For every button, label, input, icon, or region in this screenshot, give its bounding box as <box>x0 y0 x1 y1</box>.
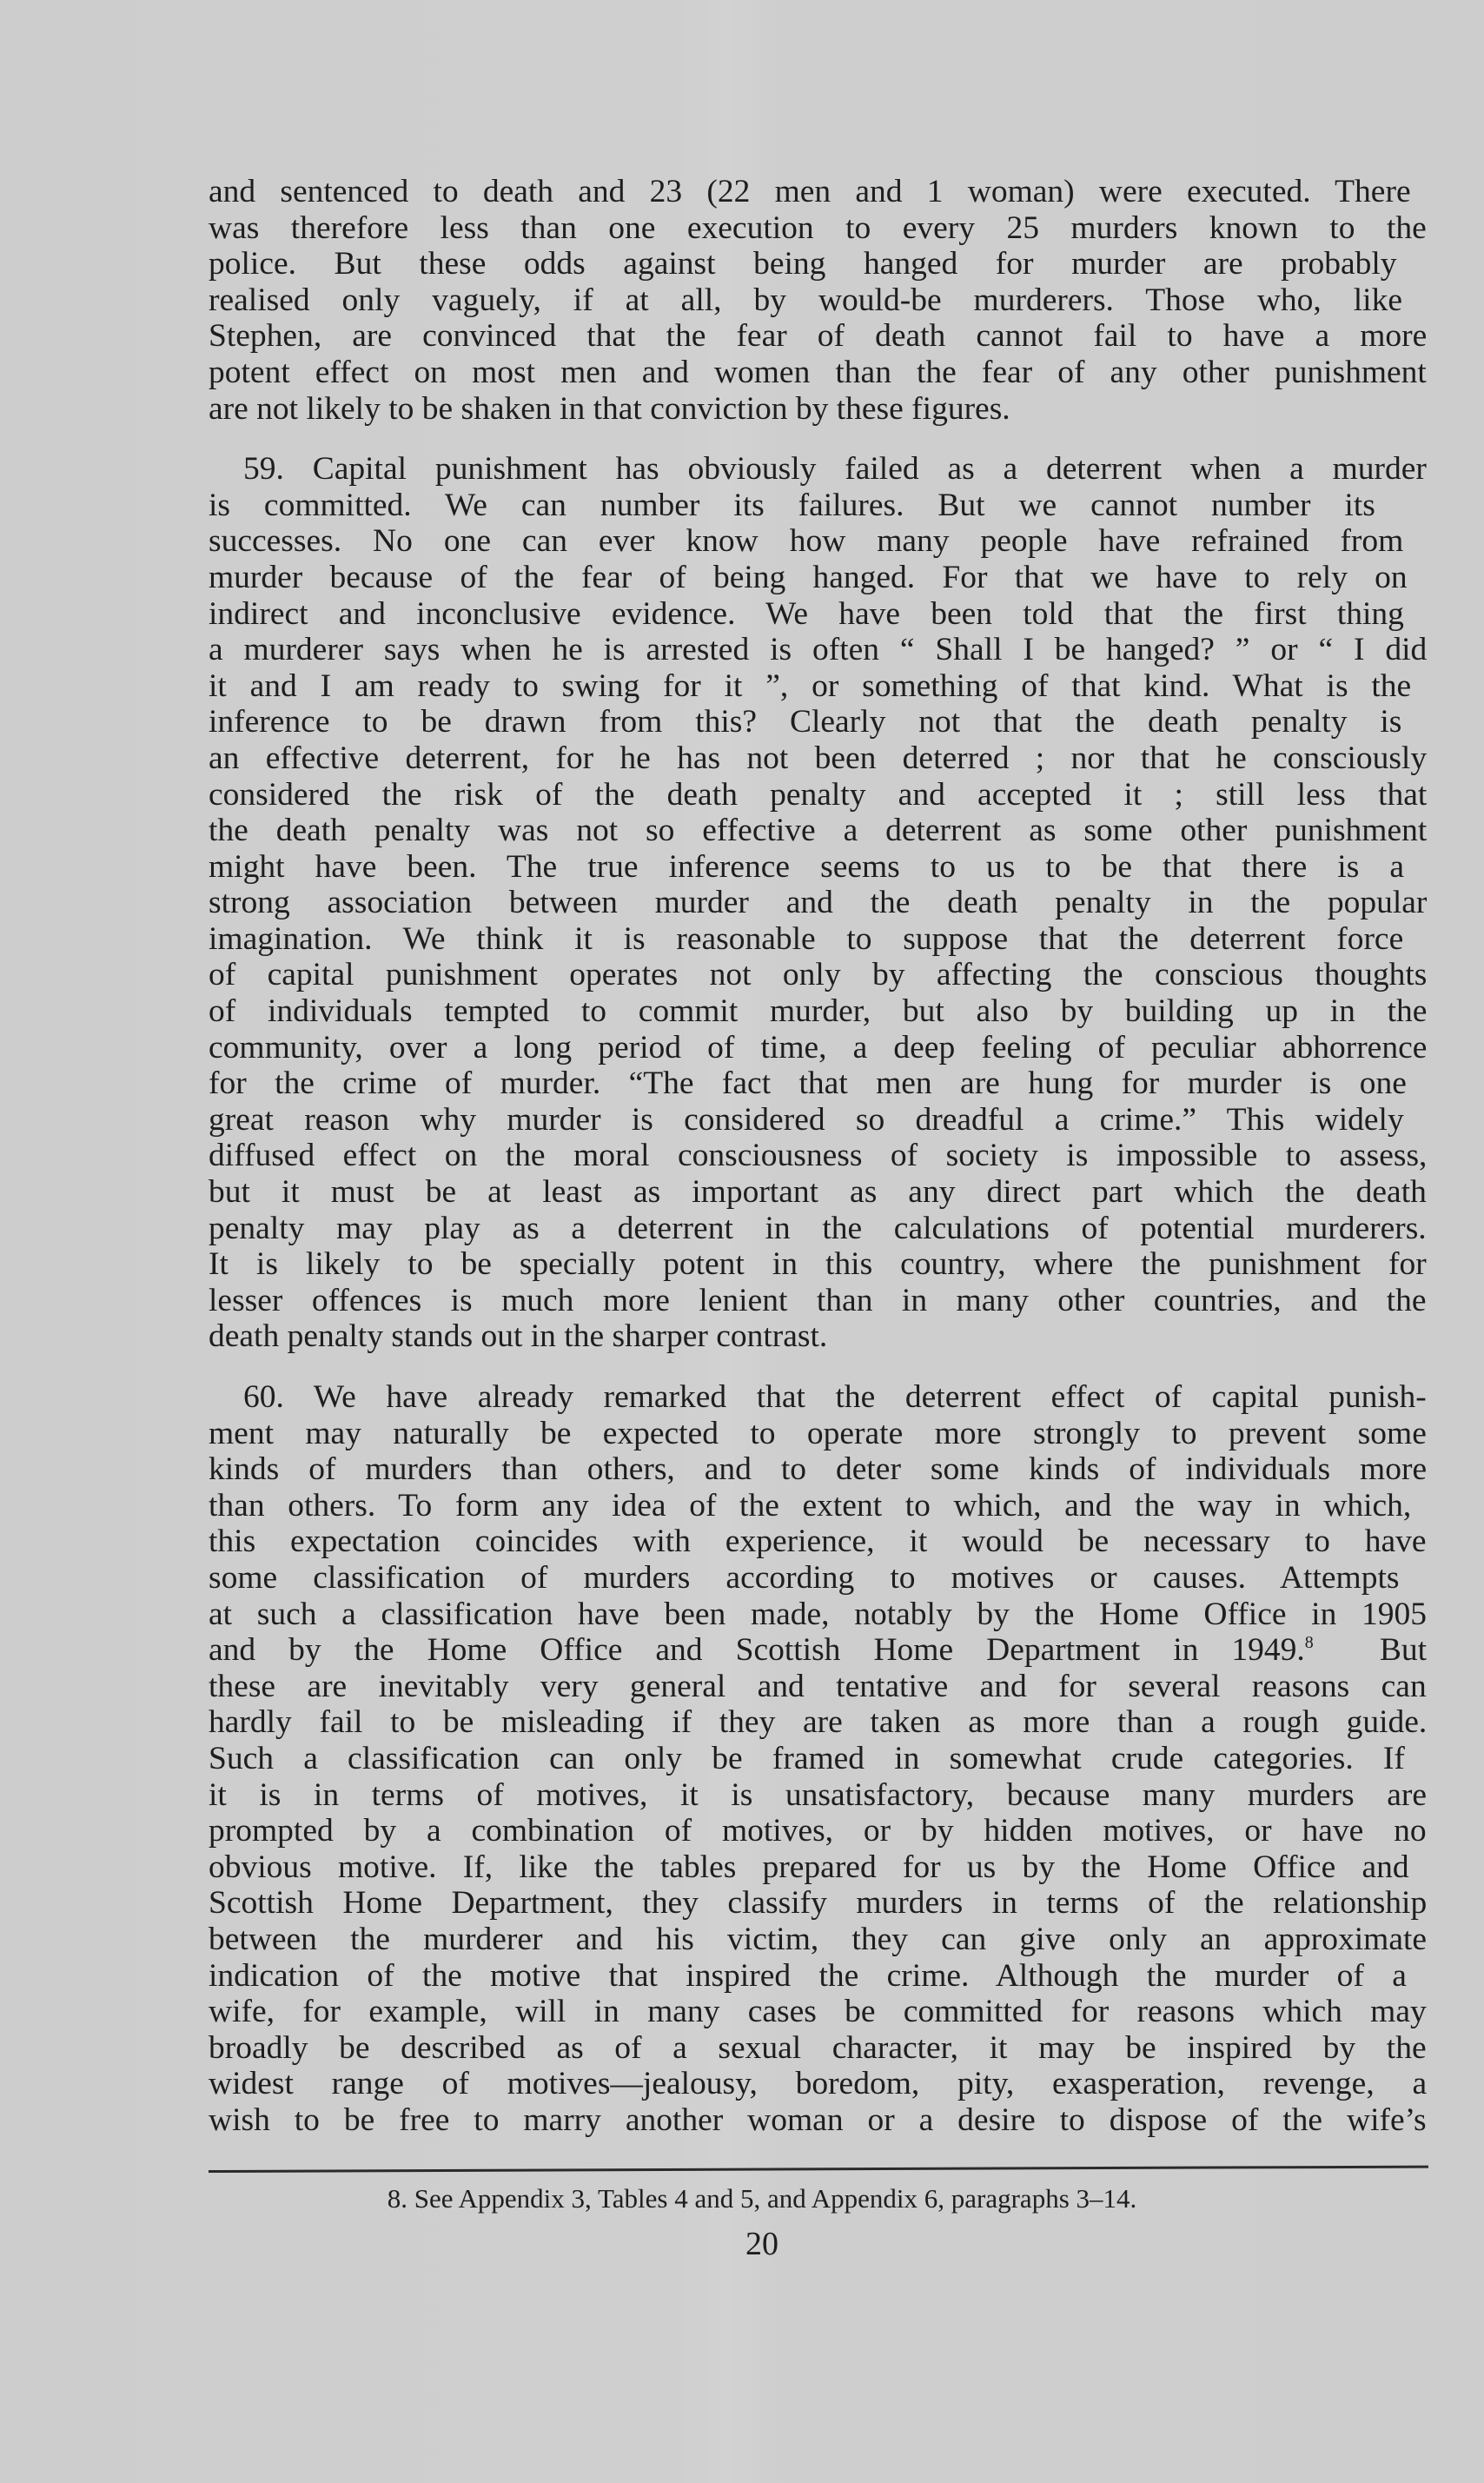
text-line: is committed. We can number its failures. But we cannot number its <box>209 487 1375 523</box>
text-line: considered the risk of the death penalty and accepted it ; still less that <box>209 776 1428 813</box>
text-line: death penalty stands out in the sharper contrast. <box>209 1318 828 1355</box>
text-line: Scottish Home Department, they classify murders in terms of the relationship <box>209 1885 1428 1922</box>
text-line: diffused effect on the moral consciousness of society is impossible to assess, <box>209 1138 1428 1174</box>
text-line-content: 59. Capital punishment has obviously failed as a deterrent when a murder <box>243 451 1427 488</box>
paragraph-continuation <box>209 174 1427 427</box>
text-line: of capital punishment operates not only by affecting the conscious thoughts <box>209 957 1428 993</box>
footnote-8 <box>209 2183 1428 2214</box>
text-line: these are inevitably very general and tentative and for several reasons can <box>209 1668 1427 1704</box>
text-line: lesser offences is much more lenient than in many other countries, and the <box>209 1282 1427 1318</box>
text-line: are not likely to be shaken in that conviction by these figures. <box>209 390 1010 427</box>
text-line: broadly be described as of a sexual character, it may be inspired by the <box>209 2029 1427 2066</box>
text-line-content: and by the Home Office and Scottish Home Department in 1949. <box>209 1632 1305 1669</box>
text-line-with-footnote-ref <box>209 1632 1427 1669</box>
text-line: inference to be drawn from this? Clearly not that the death penalty is <box>209 704 1402 740</box>
text-line: for the crime of murder. “The fact that men are hung for murder is one <box>209 1066 1407 1102</box>
text-line: great reason why murder is considered so dreadful a crime.” This widely <box>209 1101 1404 1138</box>
text-line: than others. To form any idea of the extent to which, and the way in which, <box>209 1487 1412 1524</box>
text-line: between the murderer and his victim, they can give only an approximate <box>209 1921 1428 1957</box>
paragraph-59 <box>209 451 1427 1355</box>
text-line: prompted by a combination of motives, or by hidden motives, or have no <box>209 1813 1427 1849</box>
text-line: indication of the motive that inspired the crime. Although the murder of a <box>209 1957 1407 1994</box>
text-line: of individuals tempted to commit murder, but also by building up in the <box>209 993 1428 1030</box>
text-line: wish to be free to marry another woman or a desire to dispose of the wife’s <box>209 2101 1427 2138</box>
text-line: indirect and inconclusive evidence. We have been told that the first thing <box>209 595 1404 632</box>
text-line: realised only vaguely, if at all, by would-be murderers. Those who, like <box>209 282 1402 318</box>
text-line: It is likely to be specially potent in this country, where the punishment for <box>209 1246 1427 1283</box>
page-number <box>209 2225 1428 2263</box>
text-line: might have been. The true inference seems to us to be that there is a <box>209 848 1404 885</box>
paragraph-60 <box>209 1379 1427 2138</box>
text-line: but it must be at least as important as any direct part which the death <box>209 1174 1427 1211</box>
text-line: it and I am ready to swing for it ”, or something of that kind. What is the <box>209 667 1412 704</box>
footnote-text: 8. See Appendix 3, Tables 4 and 5, and Appendix 6, paragraphs 3–14. <box>387 2183 1137 2214</box>
text-line: the death penalty was not so effective a deterrent as some other punishment <box>209 813 1428 849</box>
text-line: kinds of murders than others, and to deter some kinds of individuals more <box>209 1451 1428 1488</box>
text-line: was therefore less than one execution to every 25 murders known to the <box>209 209 1427 246</box>
footnote-divider <box>209 2166 1428 2173</box>
text-line: obvious motive. If, like the tables prepared for us by the Home Office and <box>209 1849 1409 1885</box>
text-line: murder because of the fear of being hanged. For that we have to rely on <box>209 559 1408 595</box>
footnote-reference[interactable]: 8 <box>1304 1633 1314 1653</box>
text-line-content: But <box>1313 1632 1428 1669</box>
text-line: and sentenced to death and 23 (22 men and 1 woman) were executed. There <box>209 174 1411 209</box>
text-line: it is in terms of motives, it is unsatisfactory, because many murders are <box>209 1776 1427 1813</box>
text-line: this expectation coincides with experience, it would be necessary to have <box>209 1524 1427 1560</box>
text-line: an effective deterrent, for he has not been deterred ; nor that he consciously <box>209 740 1428 776</box>
text-line: imagination. We think it is reasonable to suppose that the deterrent force <box>209 920 1404 957</box>
text-line: penalty may play as a deterrent in the calculations of potential murderers. <box>209 1210 1427 1246</box>
text-line: wife, for example, will in many cases be committed for reasons which may <box>209 1994 1427 2030</box>
text-line: some classification of murders according to motives or causes. Attempts <box>209 1559 1400 1596</box>
text-line: potent effect on most men and women than the fear of any other punishment <box>209 354 1427 390</box>
body-text <box>209 174 1427 2138</box>
text-line: Such a classification can only be framed in somewhat crude categories. If <box>209 1740 1405 1776</box>
text-line: widest range of motives—jealousy, boredom, pity, exasperation, revenge, a <box>209 2066 1428 2102</box>
page-number-text: 20 <box>745 2226 778 2262</box>
text-line: ment may naturally be expected to operate more strongly to prevent some <box>209 1415 1427 1451</box>
text-line: hardly fail to be misleading if they are taken as more than a rough guide. <box>209 1704 1428 1741</box>
text-line: a murderer says when he is arrested is often “ Shall I be hanged? ” or “ I did <box>209 632 1428 668</box>
text-line: community, over a long period of time, a deep feeling of peculiar abhorrence <box>209 1029 1428 1066</box>
text-line: at such a classification have been made, notably by the Home Office in 1905 <box>209 1596 1428 1632</box>
text-line-first <box>209 451 1427 488</box>
text-line: police. But these odds against being hanged for murder are probably <box>209 246 1397 282</box>
text-line: strong association between murder and the death penalty in the popular <box>209 885 1428 921</box>
text-line-first <box>209 1379 1427 1416</box>
text-line-content: 60. We have already remarked that the deterrent effect of capital punish- <box>243 1379 1427 1415</box>
text-line: successes. No one can ever know how many people have refrained from <box>209 523 1404 560</box>
text-line: Stephen, are convinced that the fear of death cannot fail to have a more <box>209 318 1428 355</box>
